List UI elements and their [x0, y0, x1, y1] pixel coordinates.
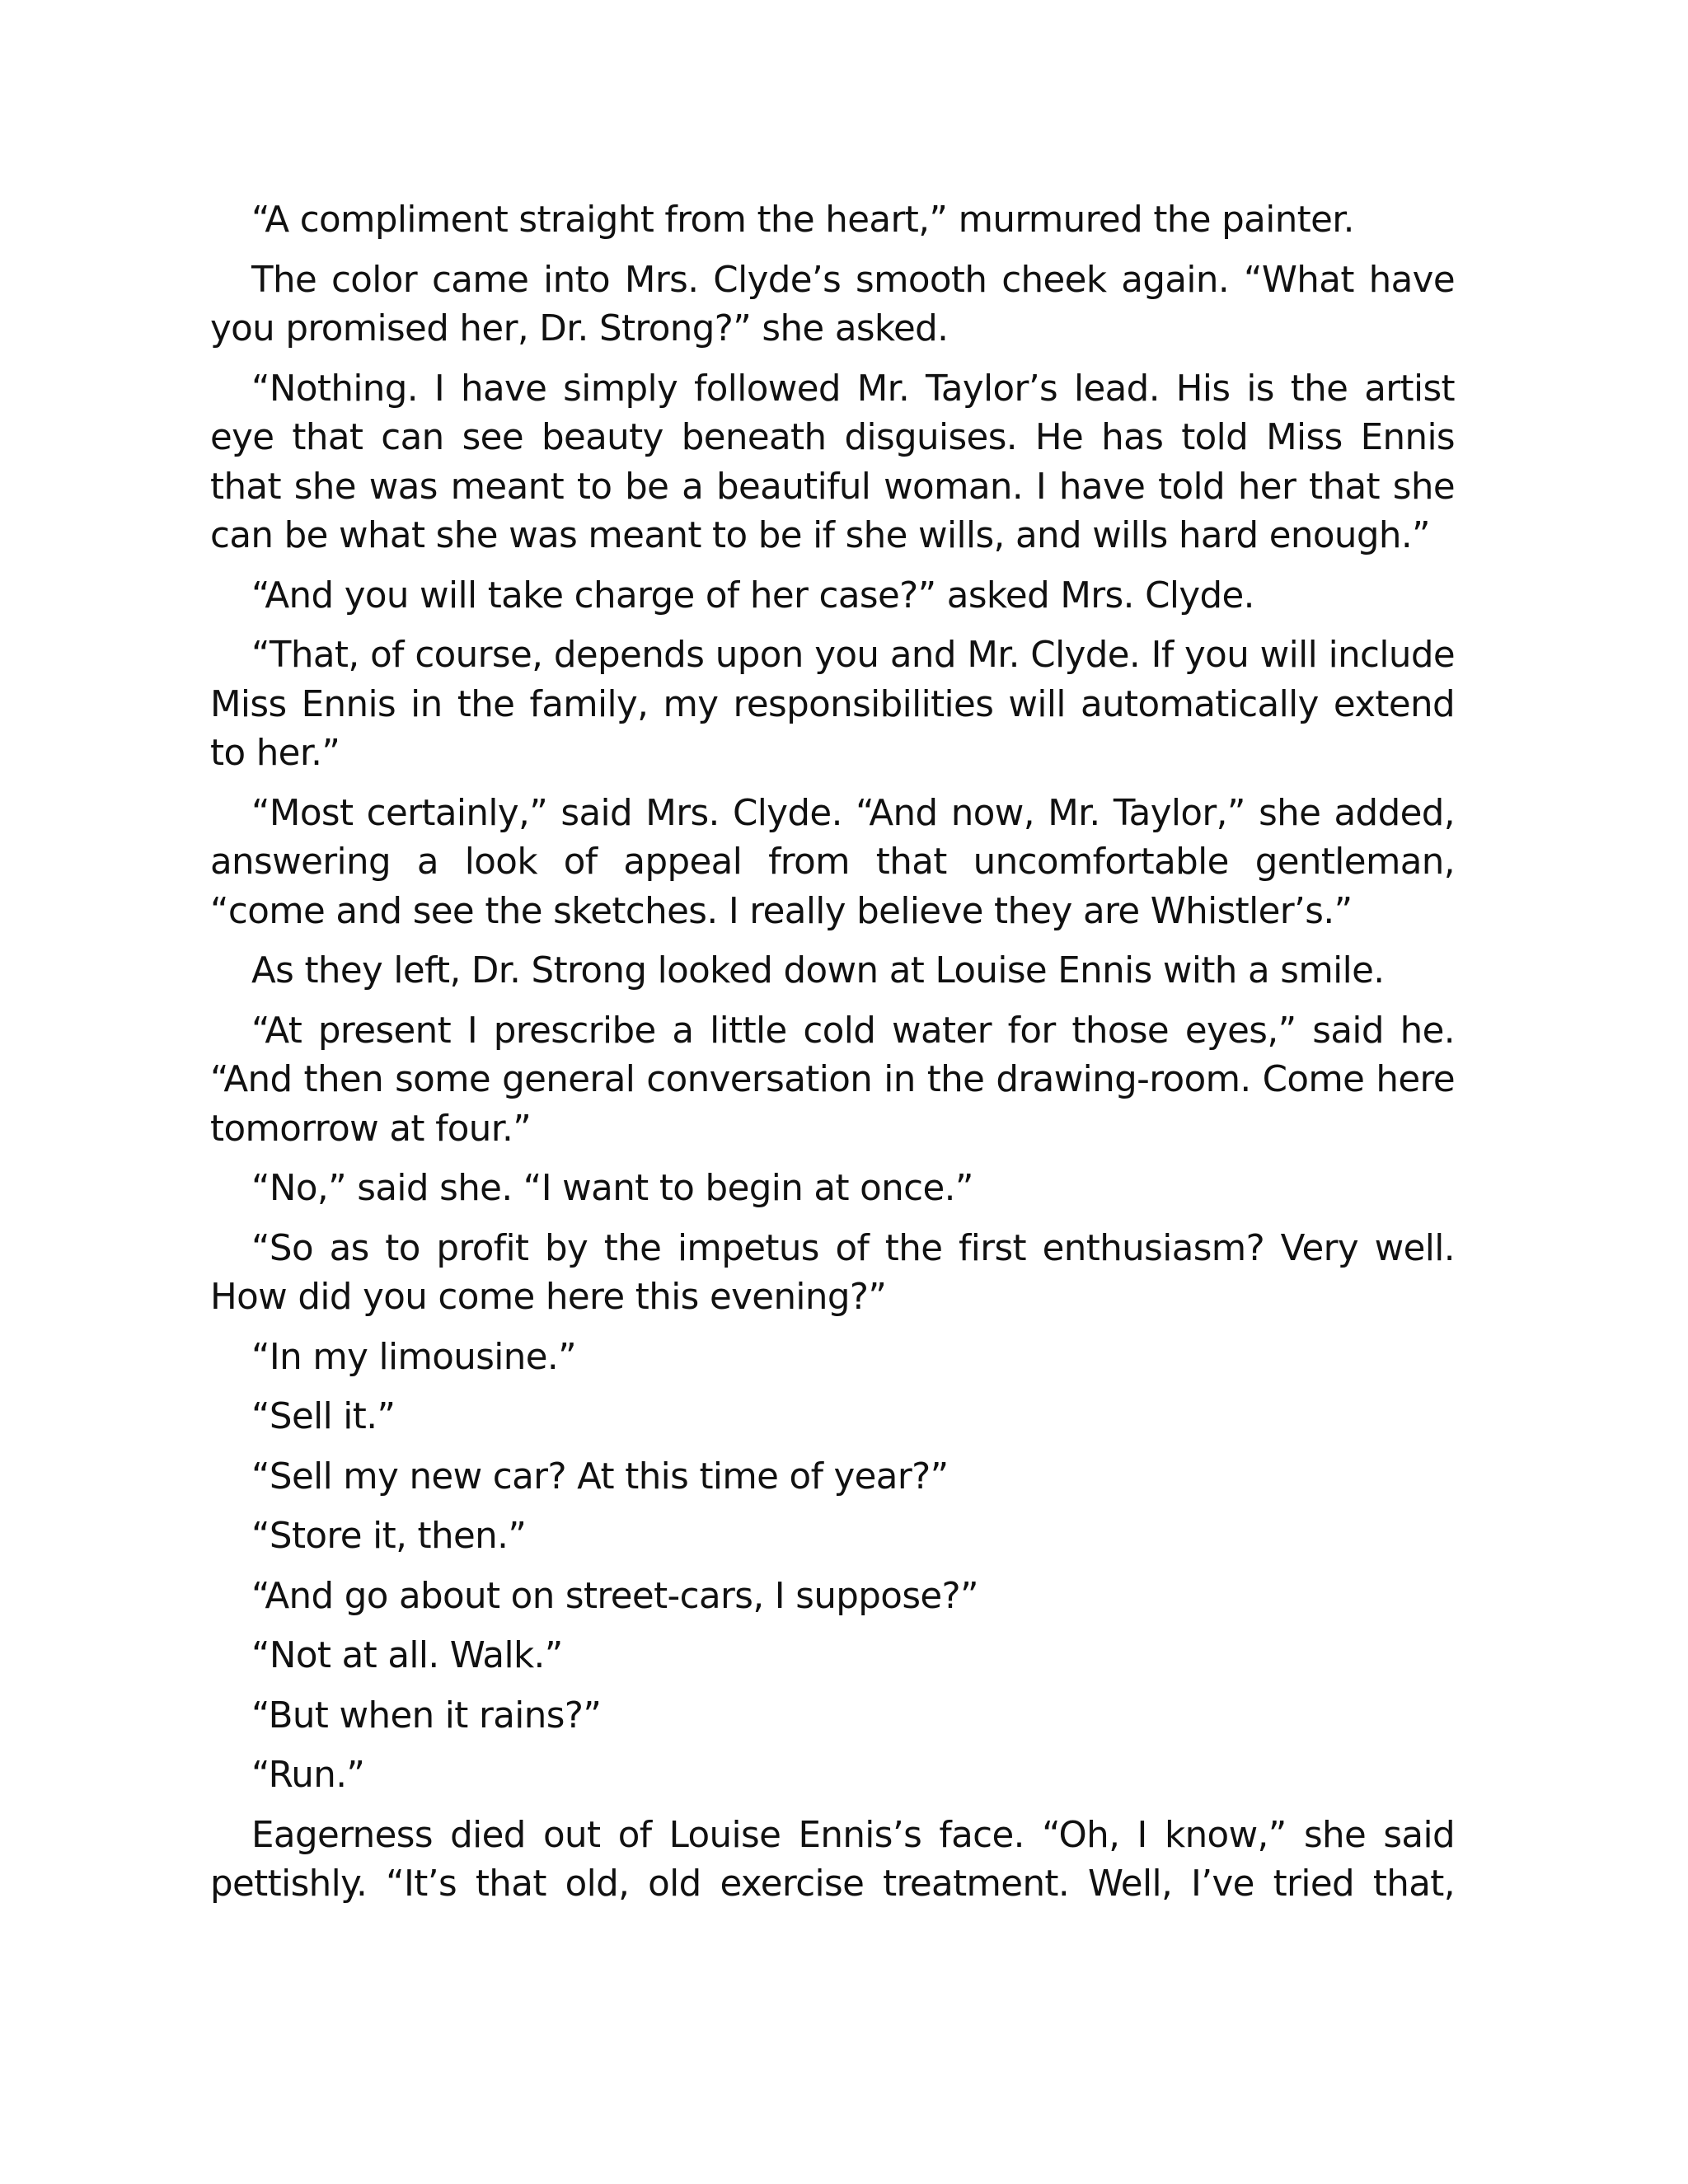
- paragraph-17: “But when it rains?”: [251, 1694, 602, 1736]
- paragraph-18: “Run.”: [251, 1755, 365, 1796]
- page-body: [210, 196, 1455, 1910]
- paragraph-16: “Not at all. Walk.”: [251, 1635, 563, 1676]
- paragraph-5: “That, of course, depends upon you and Mr. Clyde. If you will include Miss Ennis in the family, my responsibilities will automatically extend to her.”: [210, 635, 1455, 774]
- paragraph-8: “At present I prescribe a little cold water for those eyes,” said he. “And then some general conversation in the drawing-room. Come here tomorrow at four.”: [210, 1010, 1455, 1150]
- paragraph-4: “And you will take charge of her case?” asked Mrs. Clyde.: [251, 574, 1254, 616]
- paragraph-7: As they left, Dr. Strong looked down at Louise Ennis with a smile.: [251, 950, 1385, 991]
- paragraph-3: “Nothing. I have simply followed Mr. Taylor’s lead. His is the artist eye that can see beauty beneath disguises. He has told Miss Ennis that she was meant to be a beautiful woman. I have told her that she can be what she was meant to be if she wills, and wills hard enough.”: [210, 368, 1455, 556]
- paragraph-2: The color came into Mrs. Clyde’s smooth cheek again. “What have you promised her, Dr. Strong?” she asked.: [210, 259, 1455, 349]
- paragraph-14: “Store it, then.”: [251, 1516, 527, 1557]
- paragraph-9: “No,” said she. “I want to begin at once.”: [251, 1168, 973, 1209]
- paragraph-1: “A compliment straight from the heart,” murmured the painter.: [251, 199, 1354, 241]
- paragraph-15: “And go about on street-cars, I suppose?”: [251, 1575, 978, 1617]
- paragraph-13: “Sell my new car? At this time of year?”: [251, 1455, 949, 1497]
- paragraph-12: “Sell it.”: [251, 1396, 396, 1437]
- paragraph-19: Eagerness died out of Louise Ennis’s face. “Oh, I know,” she said pettishly. “It’s that old, old exercise treatment. Well, I’ve tried that,: [210, 1814, 1455, 1905]
- paragraph-10: “So as to profit by the impetus of the first enthusiasm? Very well. How did you come here this evening?”: [210, 1227, 1455, 1318]
- paragraph-11: “In my limousine.”: [251, 1336, 577, 1378]
- paragraph-6: “Most certainly,” said Mrs. Clyde. “And now, Mr. Taylor,” she added, answering a look of appeal from that uncomfortable gentleman, “come and see the sketches. I really believe they are Whistler’s.”: [210, 792, 1455, 932]
